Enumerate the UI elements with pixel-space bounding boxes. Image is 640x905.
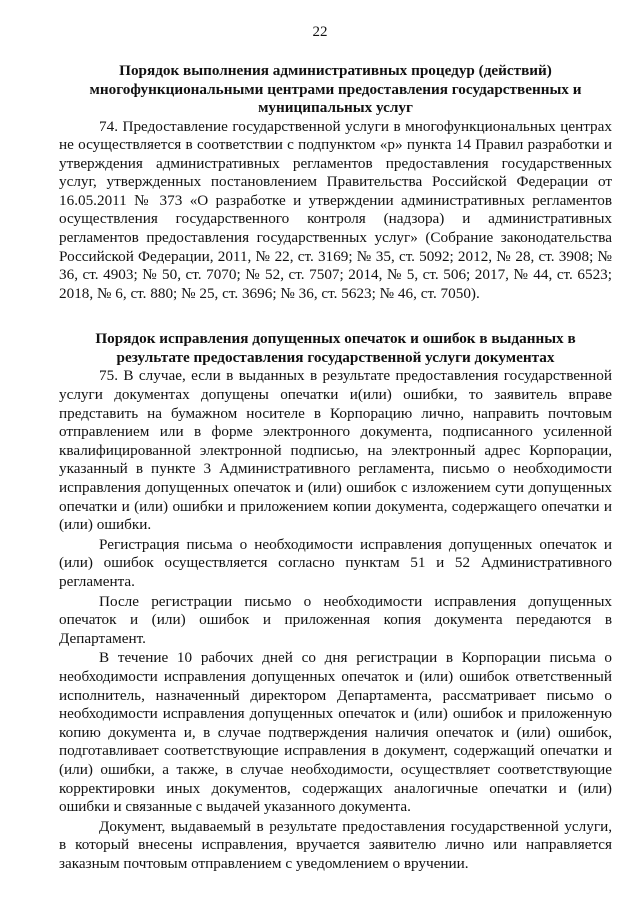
page-content (59, 62, 612, 873)
paragraph-75: 75. В случае, если в выданных в результате предоставления государственной услуги документах допущены опечатки и(или) ошибки, то заявитель вправе представить на бумажном носителе в Корпорацию лично, направить почтовым отправлением или в форме электронного документа, подписанного усиленной квалифицированной электронной подписью, на электронный адрес Корпорации, указанный в пункте 3 Административного регламента, письмо о необходимости исправления допущенных опечаток и (или) ошибок с изложением сути допущенных опечатки и (или) ошибки и приложением копии документа, содержащего опечатки и (или) ошибки. (59, 367, 612, 534)
paragraph-transfer: После регистрации письмо о необходимости исправления допущенных опечаток и (или) ошибок и приложенная копия документа передаются в Департамент. (59, 592, 612, 647)
page-number: 22 (312, 24, 328, 40)
paragraph-74: 74. Предоставление государственной услуги в многофункциональных центрах не осуществляется в соответствии с подпунктом «р» пункта 14 Правил разработки и утверждения административных регламентов предоставления государственных услуг, утвержденных постановлением Правительства Российской Федерации от 16.05.2011 № 373 «О разработке и утверждении административных регламентов осуществления государственного контроля (надзора) и административных регламентов предоставления государственных услуг» (Собрание законодательства Российской Федерации, 2011, № 22, ст. 3169; № 35, ст. 5092; 2012, № 28, ст. 3908; № 36, ст. 4903; № 50, ст. 7070; № 52, ст. 7507; 2014, № 5, ст. 506; 2017, № 44, ст. 6523; 2018, № 6, ст. 880; № 25, ст. 3696; № 36, ст. 5623; № 46, ст. 7050). (59, 117, 612, 302)
section-heading-corrections: Порядок исправления допущенных опечаток и ошибок в выданных в результате предоставления государственной услуги документах (95, 330, 576, 366)
paragraph-review: В течение 10 рабочих дней со дня регистрации в Корпорации письма о необходимости исправления допущенных опечаток и (или) ошибок ответственный исполнитель, назначенный директором Департамента, рассматривает письмо о необходимости исправления допущенных опечаток и (или) ошибок и приложенную копию документа и, в случае подтверждения наличия опечаток и (или) ошибок, подготавливает соответствующие исправления в документ, содержащий опечатки и (или) ошибки, а также, в случае необходимости, осуществляет соответствующие корректировки иных документов, содержащих аналогичные опечатки и (или) ошибки и связанные с выдачей указанного документа. (59, 649, 612, 816)
section-heading-mfc: Порядок выполнения административных процедур (действий) многофункциональными центрами предоставления государственных и муниципальных услуг (89, 62, 582, 116)
paragraph-registration: Регистрация письма о необходимости исправления допущенных опечаток и (или) ошибок осуществляется согласно пунктам 51 и 52 Административного регламента. (59, 535, 612, 590)
paragraph-delivery: Документ, выдаваемый в результате предоставления государственной услуги, в который внесены исправления, вручается заявителю лично или направляется заказным почтовым отправлением с уведомлением о вручении. (59, 817, 612, 872)
